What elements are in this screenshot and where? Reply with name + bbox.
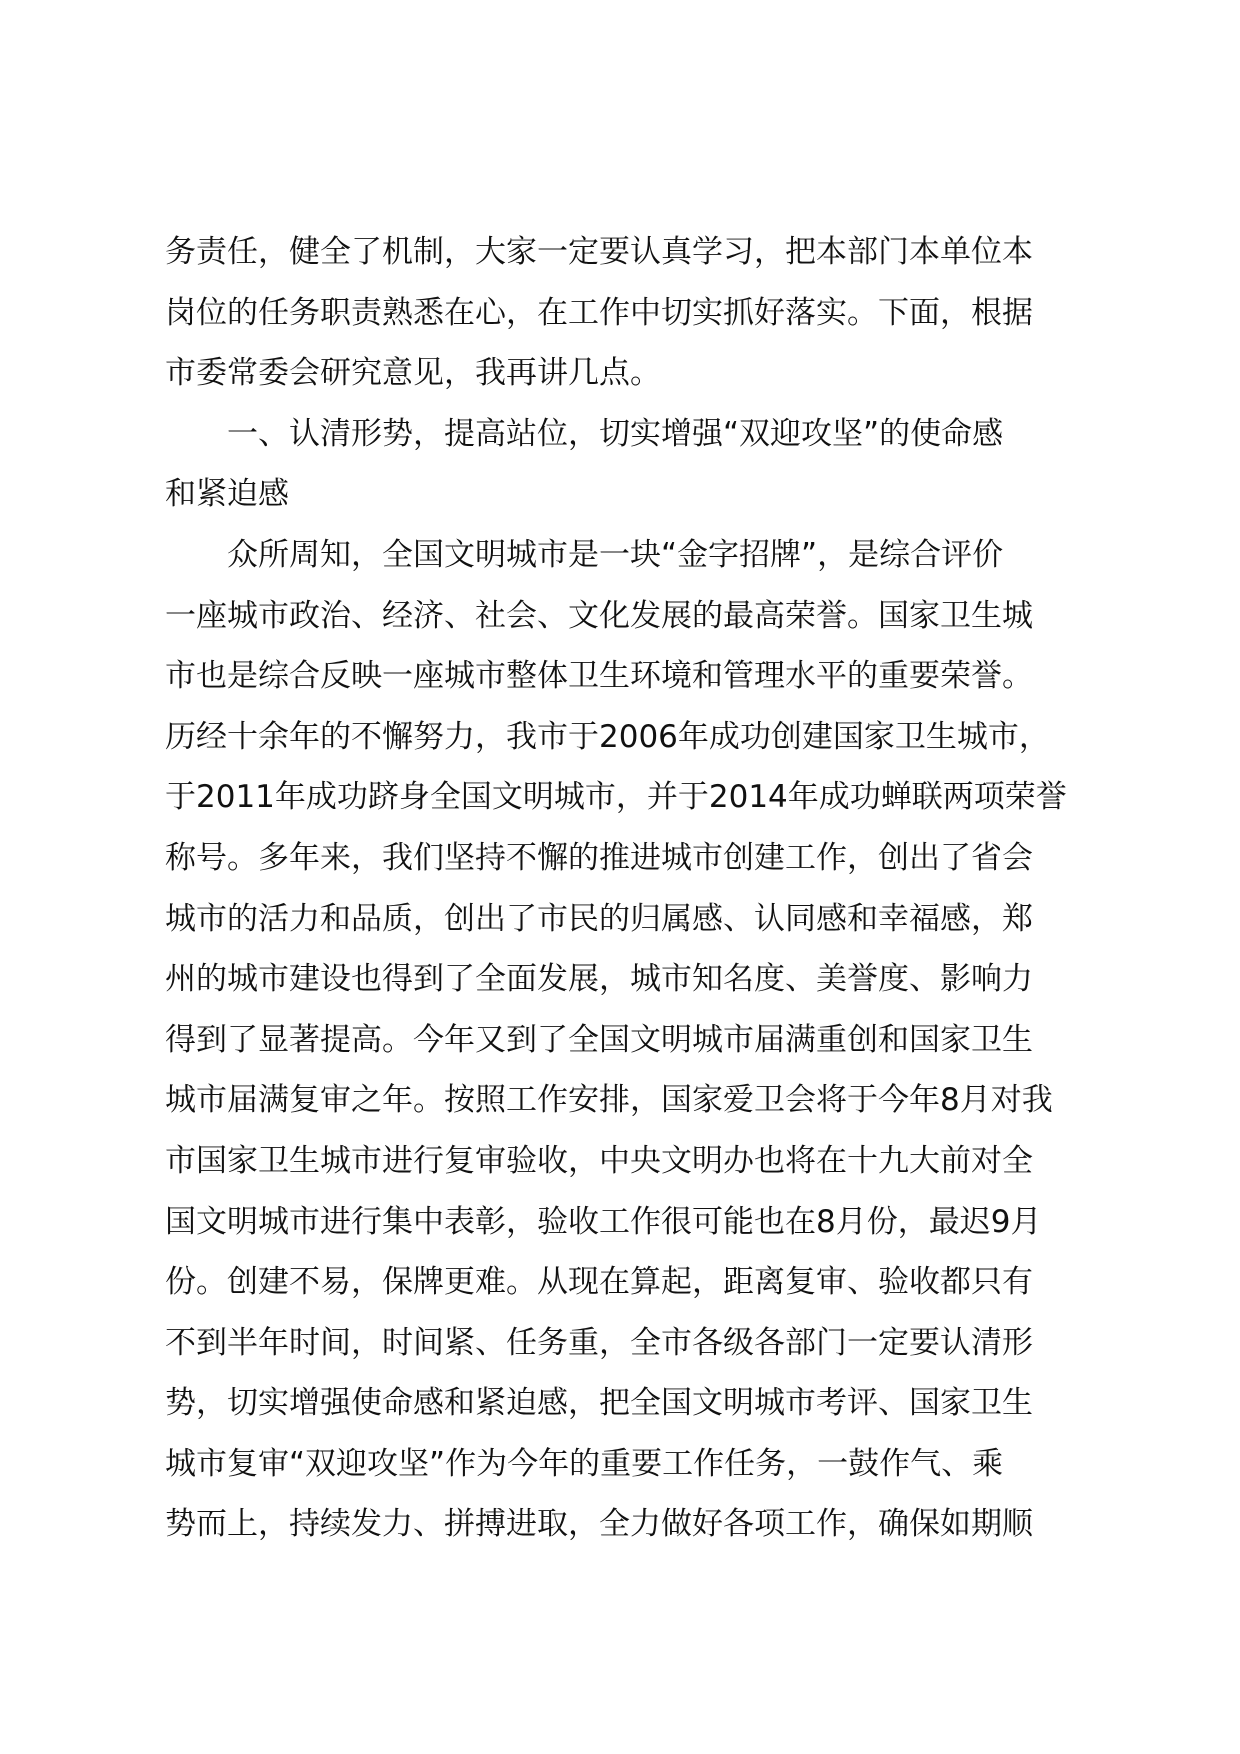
text-line: 城市复审“双迎攻坚”作为今年的重要工作任务，一鼓作气、乘	[165, 1445, 1004, 1482]
text-line: 城市届满复审之年。按照工作安排，国家爱卫会将于今年8月对我	[165, 1082, 1053, 1119]
text-line: 务责任，健全了机制，大家一定要认真学习，把本部门本单位本	[165, 234, 1033, 270]
text-line: 国文明城市进行集中表彰，验收工作很可能也在8月份，最迟9月	[165, 1203, 1042, 1240]
text-line: 一座城市政治、经济、社会、文化发展的最高荣誉。国家卫生城	[165, 597, 1033, 634]
text-line: 市国家卫生城市进行复审验收，中央文明办也将在十九大前对全	[165, 1142, 1033, 1179]
document-body	[165, 222, 1095, 1555]
text-line: 不到半年时间，时间紧、任务重，全市各级各部门一定要认清形	[165, 1324, 1033, 1361]
paragraph-start: 众所周知，全国文明城市是一块“金字招牌”，是综合评价	[227, 536, 1004, 573]
section-heading: 一、认清形势，提高站位，切实增强“双迎攻坚”的使命感	[227, 415, 1004, 452]
text-line: 势而上，持续发力、拼搏进取，全力做好各项工作，确保如期顺	[165, 1506, 1033, 1543]
section-heading-continued: 和紧迫感	[165, 476, 289, 513]
text-line: 历经十余年的不懈努力，我市于2006年成功创建国家卫生城市，	[165, 718, 1050, 755]
text-line: 份。创建不易，保牌更难。从现在算起，距离复审、验收都只有	[165, 1264, 1033, 1301]
text-line: 城市的活力和品质，创出了市民的归属感、认同感和幸福感，郑	[165, 900, 1033, 937]
text-line: 市也是综合反映一座城市整体卫生环境和管理水平的重要荣誉。	[165, 658, 1033, 695]
text-line: 市委常委会研究意见，我再讲几点。	[165, 355, 661, 392]
text-line: 势，切实增强使命感和紧迫感，把全国文明城市考评、国家卫生	[165, 1385, 1033, 1422]
text-line: 于2011年成功跻身全国文明城市，并于2014年成功蝉联两项荣誉	[165, 779, 1067, 816]
text-line: 称号。多年来，我们坚持不懈的推进城市创建工作，创出了省会	[165, 839, 1033, 876]
text-line: 州的城市建设也得到了全面发展，城市知名度、美誉度、影响力	[165, 961, 1033, 998]
text-line: 得到了显著提高。今年又到了全国文明城市届满重创和国家卫生	[165, 1021, 1033, 1058]
text-line: 岗位的任务职责熟悉在心，在工作中切实抓好落实。下面，根据	[165, 294, 1033, 331]
